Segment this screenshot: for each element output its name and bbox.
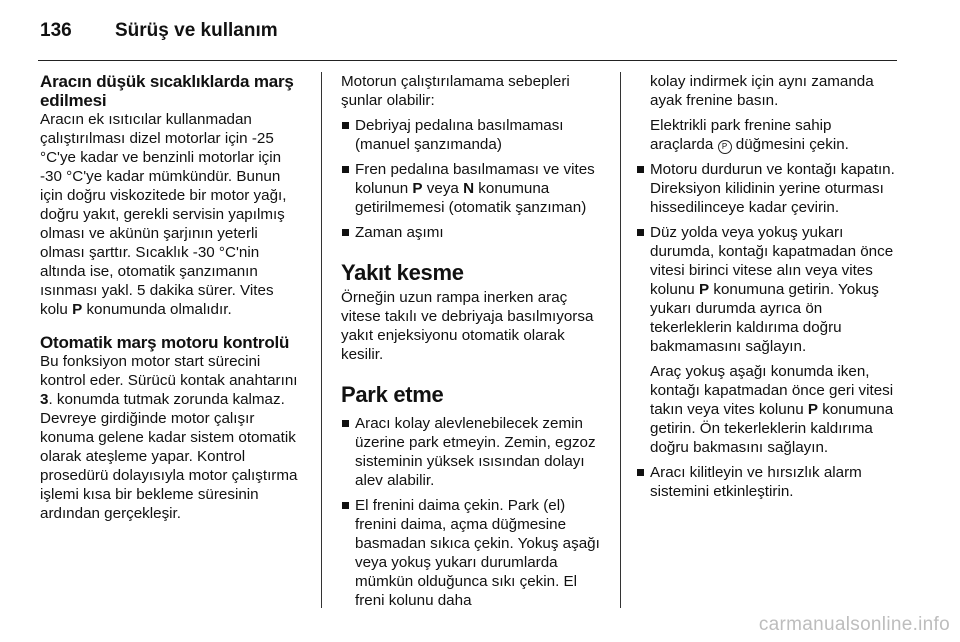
column-divider-1 <box>321 72 322 608</box>
paragraph-cold-start: Aracın ek ısıtıcılar kullanmadan çalıştırılması dizel motorlar için -25 °C'ye kadar ve benzinli motorlar için -30 °C'ye kadar mümkündür. Bunun için doğru viskozitede bir motor yağı, doğru yakıt, gerekli servisin yapılmış olması ve akünün şarjının yeterli olması şarttır. Sıcaklık -30 °C'nin altında ise, otomatik şanzımanın ısınması yakl. 5 dakika sürer. Vites kolu P konumunda olmalıdır. <box>40 111 287 318</box>
paragraph-downhill: Araç yokuş aşağı konumda iken, kontağı kapatmadan önce geri vitesi takın veya vites kolunu P konumuna getirin. Ön tekerleklerin kaldırıma doğru bakmasını sağlayın. <box>650 363 894 456</box>
list-parking-end <box>636 463 898 501</box>
watermark: carmanualsonline.info <box>758 614 950 635</box>
list-parking-continued <box>636 160 898 356</box>
list-item: Aracı kolay alevlenebilecek zemin üzerine park etmeyin. Zemin, egzoz sisteminin yüksek ısısından dolayı alev alabilir. <box>341 414 609 490</box>
list-start-reasons <box>341 116 609 242</box>
paragraph-auto-start: Bu fonksiyon motor start sürecini kontrol eder. Sürücü kontak anahtarını 3. konumda tutmak zorunda kalmaz. Devreye girdiğinde motor çalışır konuma gelene kadar sistem otomatik olarak ateşleme yapar. Kontrol prosedürü dolayısıyla motor çalıştırma işlemi kısa bir bekleme süresinin ardından gerçekleşir. <box>40 353 298 522</box>
paragraph-electric-brake: Elektrikli park frenine sahip araçlarda P düğmesini çekin. <box>650 117 849 153</box>
page-title: Sürüş ve kullanım <box>115 20 278 41</box>
column-3 <box>636 72 898 501</box>
paragraph-start-reasons: Motorun çalıştırılamama sebepleri şunlar olabilir: <box>341 73 570 109</box>
list-item: Zaman aşımı <box>341 223 609 242</box>
column-2 <box>341 72 609 610</box>
list-parking <box>341 414 609 610</box>
heading-fuel-cutoff: Yakıt kesme <box>341 260 464 285</box>
heading-auto-start: Otomatik marş motoru kontrolü <box>40 333 290 352</box>
list-item: El frenini daima çekin. Park (el) frenini daima, açma düğmesine basmadan sıkıca çekin. Yokuş aşağı veya yokuş yukarı durumlarda mümkün olduğunca sıkı çekin. El freni kolunu daha <box>341 496 609 610</box>
page-number: 136 <box>40 20 72 41</box>
list-item: Motoru durdurun ve kontağı kapatın. Direksiyon kilidinin yerine oturması hissedilinceye kadar çevirin. <box>636 160 898 217</box>
parking-brake-icon: P <box>718 140 732 154</box>
heading-parking: Park etme <box>341 382 444 407</box>
paragraph-continued: kolay indirmek için aynı zamanda ayak frenine basın. <box>650 73 874 109</box>
page-header <box>40 20 278 50</box>
header-rule <box>38 60 897 61</box>
list-item: Debriyaj pedalına basılmaması (manuel şanzımanda) <box>341 116 609 154</box>
list-item: Düz yolda veya yokuş yukarı durumda, kontağı kapatmadan önce vitesi birinci vitese alın veya vites kolunu P konumuna getirin. Yokuş yukarı durumda ayrıca ön tekerleklerin kaldırıma doğru bakmamasını sağlayın. <box>636 223 898 356</box>
column-1 <box>40 72 302 523</box>
list-item: Aracı kilitleyin ve hırsızlık alarm sistemini etkinleştirin. <box>636 463 898 501</box>
paragraph-fuel-cutoff: Örneğin uzun rampa inerken araç vitese takılı ve debriyaja basılmıyorsa yakıt enjeksiyonu otomatik olarak kesilir. <box>341 289 594 363</box>
column-divider-2 <box>620 72 621 608</box>
heading-cold-start: Aracın düşük sıcaklıklarda marş edilmesi <box>40 72 294 110</box>
list-item: Fren pedalına basılmaması ve vites kolunun P veya N konumuna getirilmemesi (otomatik şanzıman) <box>341 160 609 217</box>
